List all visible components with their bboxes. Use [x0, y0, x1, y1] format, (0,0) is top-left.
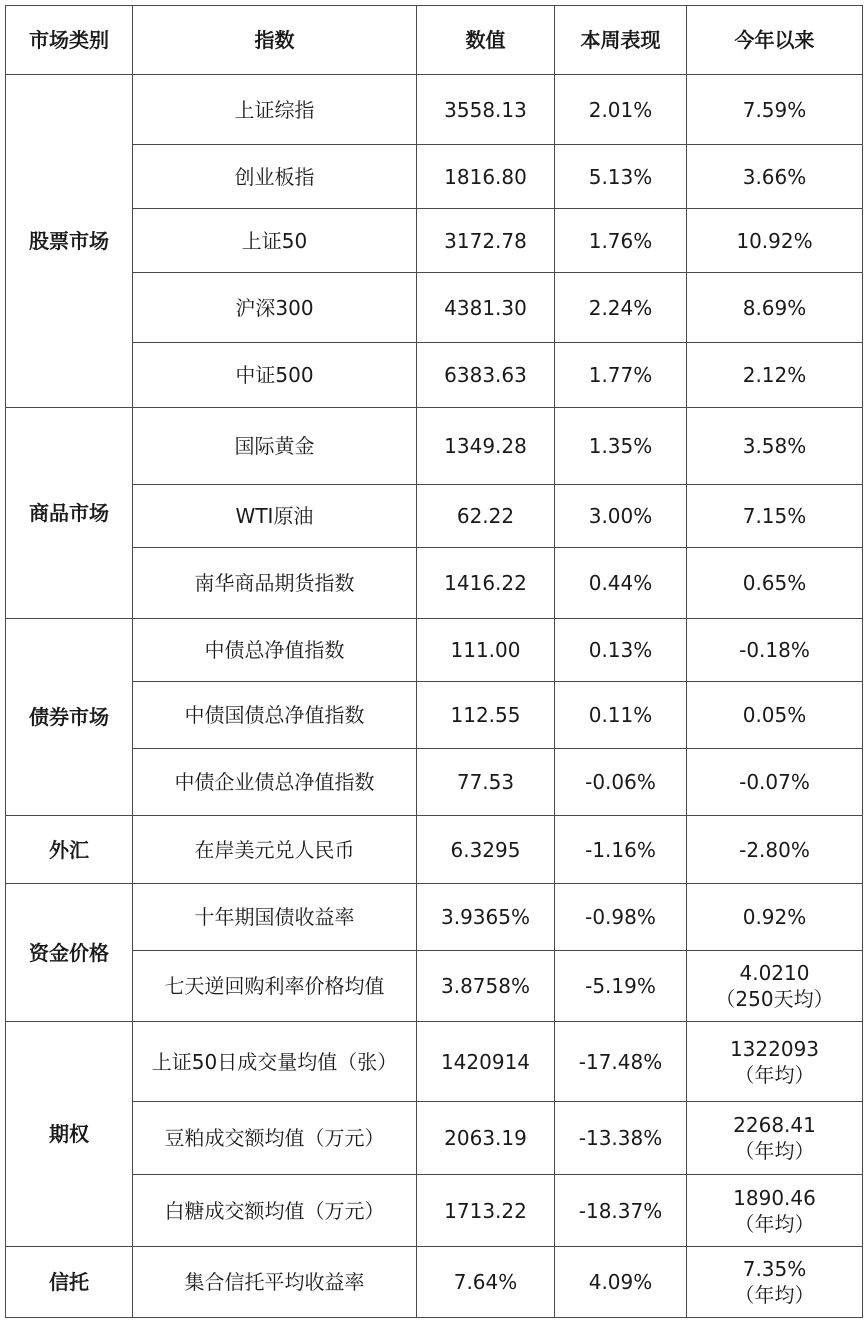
week-change-cell: 1.35%: [555, 408, 687, 485]
week-change-cell: -17.48%: [555, 1022, 687, 1102]
ytd-value: 3.58%: [742, 434, 807, 458]
week-change-cell: -1.16%: [555, 816, 687, 884]
ytd-note: （年均）: [734, 1211, 815, 1236]
value-cell: 1713.22: [417, 1175, 555, 1247]
ytd-value: 7.59%: [742, 97, 807, 122]
table-row: [6, 1022, 863, 1102]
market-summary-table: [5, 5, 863, 1318]
index-cell: 中债国债总净值指数: [133, 682, 417, 749]
ytd-value: 3.66%: [742, 164, 807, 189]
table-row: [6, 75, 863, 145]
ytd-value: 7.35%: [742, 1257, 807, 1281]
category-cell: 股票市场: [6, 75, 133, 408]
value-cell: 2063.19: [417, 1102, 555, 1175]
header-week: 本周表现: [555, 6, 687, 75]
week-change-cell: -0.98%: [555, 884, 687, 951]
value-cell: 3172.78: [417, 209, 555, 273]
week-change-cell: 5.13%: [555, 145, 687, 209]
table-row: [6, 619, 863, 682]
ytd-cell: [687, 749, 863, 816]
table-row: [6, 485, 863, 548]
value-cell: 77.53: [417, 749, 555, 816]
table-row: [6, 209, 863, 273]
week-change-cell: 4.09%: [555, 1247, 687, 1318]
table-row: [6, 1102, 863, 1175]
value-cell: 1416.22: [417, 548, 555, 619]
ytd-note: （250天均）: [715, 987, 834, 1011]
week-change-cell: 1.77%: [555, 343, 687, 408]
ytd-cell: [687, 145, 863, 209]
category-cell: 信托: [6, 1247, 133, 1318]
category-cell: 期权: [6, 1022, 133, 1247]
value-cell: 3.9365%: [417, 884, 555, 951]
table-row: [6, 749, 863, 816]
ytd-value: 7.15%: [742, 504, 807, 528]
index-cell: WTI原油: [133, 485, 417, 548]
index-cell: 国际黄金: [133, 408, 417, 485]
category-cell: 商品市场: [6, 408, 133, 619]
week-change-cell: 3.00%: [555, 485, 687, 548]
value-cell: 1420914: [417, 1022, 555, 1102]
week-change-cell: -0.06%: [555, 749, 687, 816]
header-value: 数值: [417, 6, 555, 75]
ytd-value: 1890.46: [733, 1185, 816, 1210]
ytd-cell: [687, 816, 863, 884]
value-cell: 3.8758%: [417, 951, 555, 1022]
week-change-cell: 0.44%: [555, 548, 687, 619]
ytd-value: 0.05%: [742, 703, 807, 727]
table-row: [6, 548, 863, 619]
ytd-cell: [687, 1247, 863, 1318]
ytd-value: 2.12%: [742, 363, 807, 387]
value-cell: 62.22: [417, 485, 555, 548]
market-summary-sheet: [5, 5, 862, 1318]
table-row: [6, 884, 863, 951]
ytd-cell: [687, 951, 863, 1022]
week-change-cell: 2.24%: [555, 273, 687, 343]
ytd-value: 1322093: [729, 1036, 820, 1061]
week-change-cell: -13.38%: [555, 1102, 687, 1175]
ytd-cell: [687, 273, 863, 343]
table-row: [6, 273, 863, 343]
week-change-cell: -5.19%: [555, 951, 687, 1022]
index-cell: 在岸美元兑人民币: [133, 816, 417, 884]
value-cell: 4381.30: [417, 273, 555, 343]
ytd-cell: [687, 485, 863, 548]
ytd-cell: [687, 209, 863, 273]
index-cell: 上证综指: [133, 75, 417, 145]
value-cell: 111.00: [417, 619, 555, 682]
table-body: [6, 75, 863, 1318]
table-row: [6, 1175, 863, 1247]
index-cell: 沪深300: [133, 273, 417, 343]
index-cell: 十年期国债收益率: [133, 884, 417, 951]
header-category: 市场类别: [6, 6, 133, 75]
ytd-cell: [687, 548, 863, 619]
table-row: [6, 145, 863, 209]
table-row: [6, 1247, 863, 1318]
index-cell: 豆粕成交额均值（万元）: [133, 1102, 417, 1175]
ytd-value: 10.92%: [736, 228, 813, 253]
value-cell: 1349.28: [417, 408, 555, 485]
ytd-cell: [687, 408, 863, 485]
index-cell: 上证50: [133, 209, 417, 273]
ytd-cell: [687, 75, 863, 145]
index-cell: 南华商品期货指数: [133, 548, 417, 619]
category-cell: 债券市场: [6, 619, 133, 816]
index-cell: 白糖成交额均值（万元）: [133, 1175, 417, 1247]
week-change-cell: -18.37%: [555, 1175, 687, 1247]
index-cell: 创业板指: [133, 145, 417, 209]
value-cell: 7.64%: [417, 1247, 555, 1318]
table-row: [6, 682, 863, 749]
value-cell: 1816.80: [417, 145, 555, 209]
week-change-cell: 2.01%: [555, 75, 687, 145]
ytd-cell: [687, 884, 863, 951]
ytd-value: 0.92%: [742, 905, 807, 929]
ytd-value: -0.18%: [739, 638, 810, 662]
table-row: [6, 408, 863, 485]
table-row: [6, 816, 863, 884]
header-index: 指数: [133, 6, 417, 75]
week-change-cell: 0.13%: [555, 619, 687, 682]
ytd-cell: [687, 1175, 863, 1247]
header-row: [6, 6, 863, 75]
ytd-cell: [687, 1022, 863, 1102]
index-cell: 中债企业债总净值指数: [133, 749, 417, 816]
table-row: [6, 343, 863, 408]
ytd-cell: [687, 619, 863, 682]
ytd-note: （年均）: [734, 1062, 815, 1087]
ytd-value: 8.69%: [742, 295, 807, 320]
value-cell: 3558.13: [417, 75, 555, 145]
ytd-value: 4.0210: [739, 961, 810, 985]
value-cell: 6.3295: [417, 816, 555, 884]
ytd-cell: [687, 682, 863, 749]
ytd-cell: [687, 343, 863, 408]
value-cell: 112.55: [417, 682, 555, 749]
ytd-note: （年均）: [734, 1139, 815, 1163]
week-change-cell: 1.76%: [555, 209, 687, 273]
ytd-value: -0.07%: [739, 770, 810, 794]
week-change-cell: 0.11%: [555, 682, 687, 749]
ytd-value: 0.65%: [742, 571, 807, 595]
value-cell: 6383.63: [417, 343, 555, 408]
ytd-cell: [687, 1102, 863, 1175]
index-cell: 上证50日成交量均值（张）: [133, 1022, 417, 1102]
table-row: [6, 951, 863, 1022]
index-cell: 中债总净值指数: [133, 619, 417, 682]
ytd-value: 2268.41: [733, 1113, 816, 1137]
category-cell: 资金价格: [6, 884, 133, 1022]
ytd-value: -2.80%: [739, 837, 810, 862]
category-cell: 外汇: [6, 816, 133, 884]
ytd-note: （年均）: [734, 1283, 815, 1307]
index-cell: 中证500: [133, 343, 417, 408]
header-ytd: 今年以来: [687, 6, 863, 75]
index-cell: 七天逆回购利率价格均值: [133, 951, 417, 1022]
index-cell: 集合信托平均收益率: [133, 1247, 417, 1318]
